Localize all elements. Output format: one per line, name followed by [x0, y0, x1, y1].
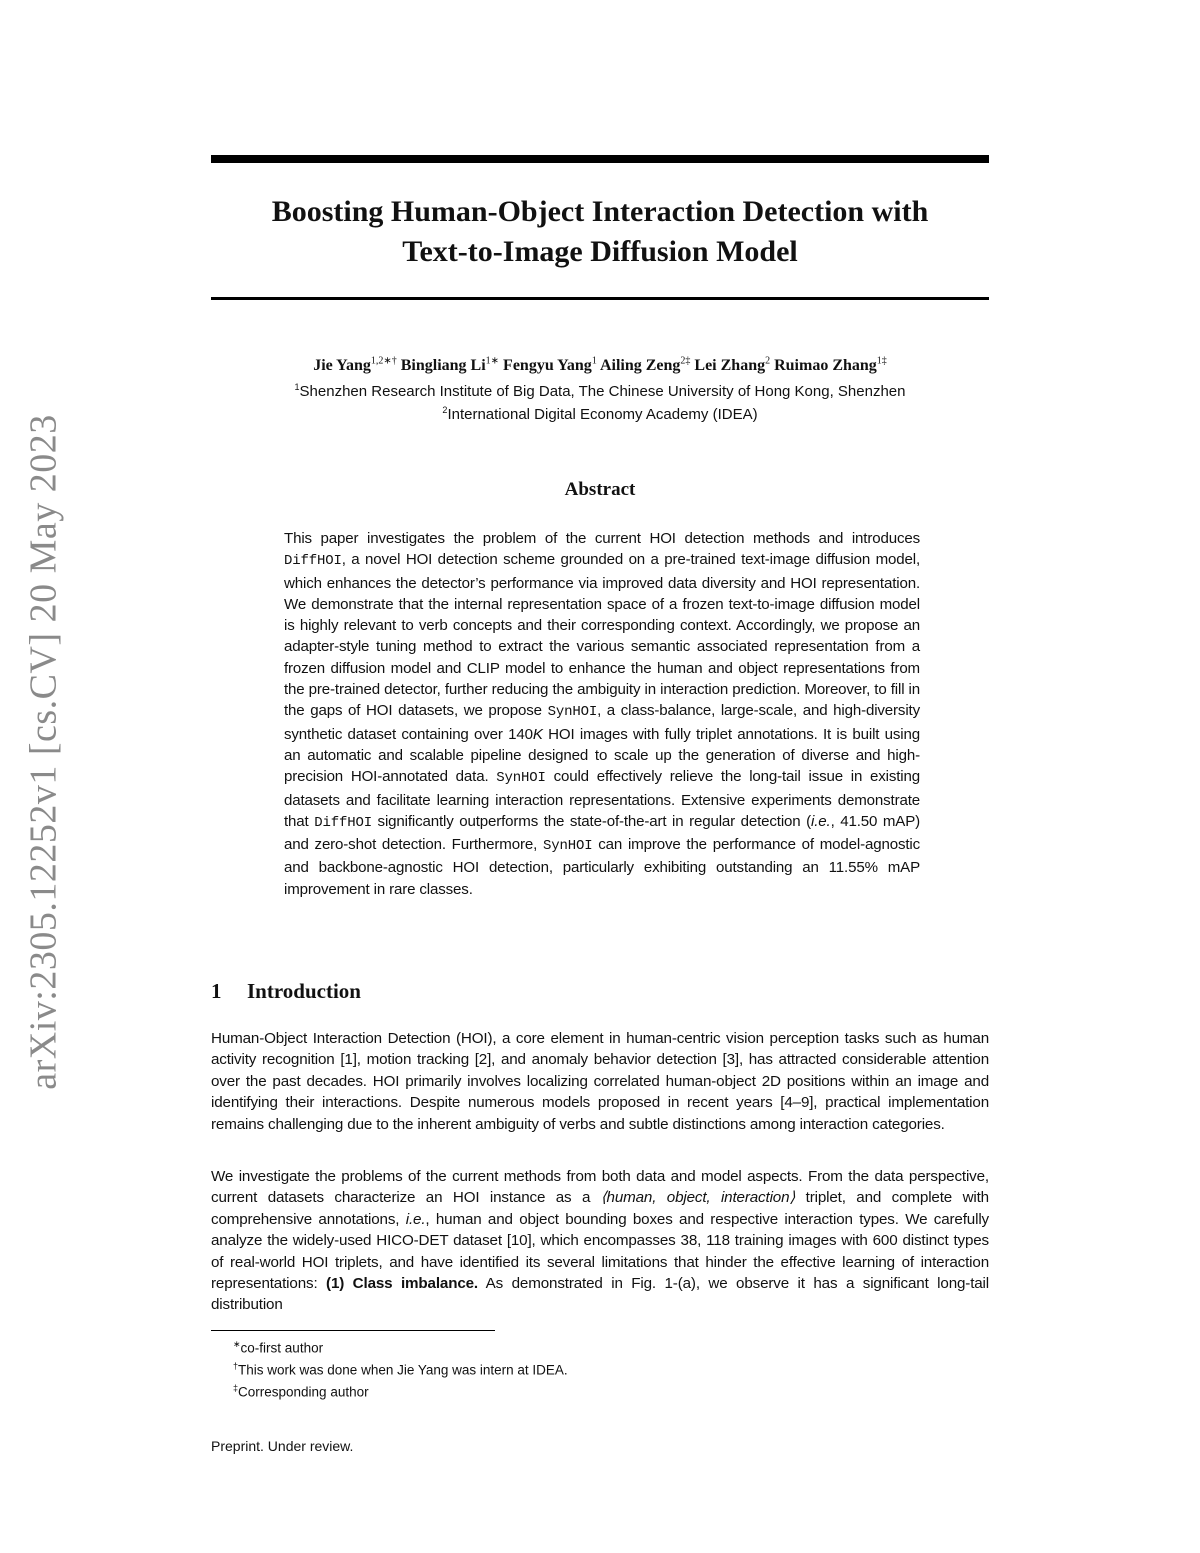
title-top-rule	[211, 155, 989, 163]
author: Jie Yang$^{1,2∗\dagger}$	[313, 356, 397, 375]
footnote: ∗co-first author	[233, 1339, 324, 1356]
title-line-1: Boosting Human-Object Interaction Detection with	[271, 195, 929, 228]
intro-paragraph: Human-Object Interaction Detection (HOI), a core element in human-centric vision perception tasks such as human activity recognition [1], motion tracking [2], and anomaly behavior detection [3], has attracted considerable attention over the past decades. HOI primarily involves localizing correlated human-object 2D positions within an image and identifying their interactions. Despite numerous models proposed in recent years [4–9], practical implementation remains challenging due to the inherent ambiguity of verbs and subtle distinctions among interaction categories.	[211, 1030, 989, 1133]
preprint-notice: Preprint. Under review.	[211, 1438, 354, 1454]
title-line-2: Text-to-Image Diffusion Model	[402, 235, 798, 268]
abstract-body: This paper investigates the problem of the current HOI detection methods and introduces DiffHOI, a novel HOI detection scheme grounded on a pre-trained text-image diffusion model, which enhances the detector’s performance via improved data diversity and HOI representation. We demonstrate that the internal representation space of a frozen text-to-image diffusion model is highly relevant to verb concepts and their corresponding context. Accordingly, we propose an adapter-style tuning method to extract the various semantic associated representation from a frozen diffusion model and CLIP model to enhance the human and object representations from the pre-trained detector, further reducing the ambiguity in interaction prediction. Moreover, to fill in the gaps of HOI datasets, we propose SynHOI, a class-balance, large-scale, and high-diversity synthetic dataset containing over 140K HOI images with fully triplet annotations. It is built using an automatic and scalable pipeline designed to scale up the generation of diverse and high-precision HOI-annotated data. SynHOI could effectively relieve the long-tail issue in existing datasets and facilitate learning interaction representations. Extensive experiments demonstrate that DiffHOI significantly outperforms the state-of-the-art in regular detection (i.e., 41.50 mAP) and zero-shot detection. Furthermore, SynHOI can improve the performance of model-agnostic and backbone-agnostic HOI detection, particularly exhibiting outstanding an 11.55% mAP improvement in rare classes.	[284, 530, 920, 898]
author: Fengyu Yang$^1$	[503, 356, 597, 375]
dataset-name: SynHOI	[496, 770, 546, 787]
affiliation: $^1$Shenzhen Research Institute of Big Data, The Chinese University of Hong Kong, Shenzhen	[294, 382, 906, 400]
method-name: DiffHOI	[314, 814, 372, 831]
paper-title	[211, 192, 989, 272]
abstract-heading: Abstract	[564, 479, 636, 500]
dataset-name: SynHOI	[542, 838, 593, 855]
dataset-name: SynHOI	[547, 704, 598, 721]
author: Ruimao Zhang$^{1\ddagger}$	[774, 356, 887, 375]
footnote: †This work was done when Jie Yang was intern at IDEA.	[233, 1361, 568, 1378]
author: Ailing Zeng$^{2\ddagger}$	[599, 356, 691, 375]
intro-paragraph: We investigate the problems of the current methods from both data and model aspects. From the data perspective, current datasets characterize an HOI instance as a ⟨human, object, interaction⟩ triplet, and complete with comprehensive annotations, i.e., human and object bounding boxes and respective interaction types. We carefully analyze the widely-used HICO-DET dataset [10], which encompasses 38, 118 training images with 600 distinct types of real-world HOI triplets, and have identified its several limitations that hinder the effective learning of interaction representations: (1) Class imbalance. As demonstrated in Fig. 1-(a), we observe it has a significant long-tail distribution	[211, 1168, 990, 1314]
arxiv-identifier-text: arXiv:2305.12252v1 [cs.CV] 20 May 2023	[23, 413, 66, 1090]
footnote: ‡Corresponding author	[233, 1383, 369, 1400]
footnote-rule	[211, 1330, 495, 1331]
arxiv-side-identifier	[4, 404, 84, 1099]
author: Bingliang $Li^{1∗}$	[400, 356, 500, 375]
author: Lei Zhang$^2$	[694, 356, 771, 375]
author-list	[211, 350, 989, 378]
section-heading-introduction: 1 Introduction	[211, 979, 361, 1003]
affiliation: $^2$International Digital Economy Academy (IDEA)	[442, 405, 758, 423]
title-bottom-rule	[211, 297, 989, 300]
method-name: DiffHOI	[284, 553, 342, 570]
